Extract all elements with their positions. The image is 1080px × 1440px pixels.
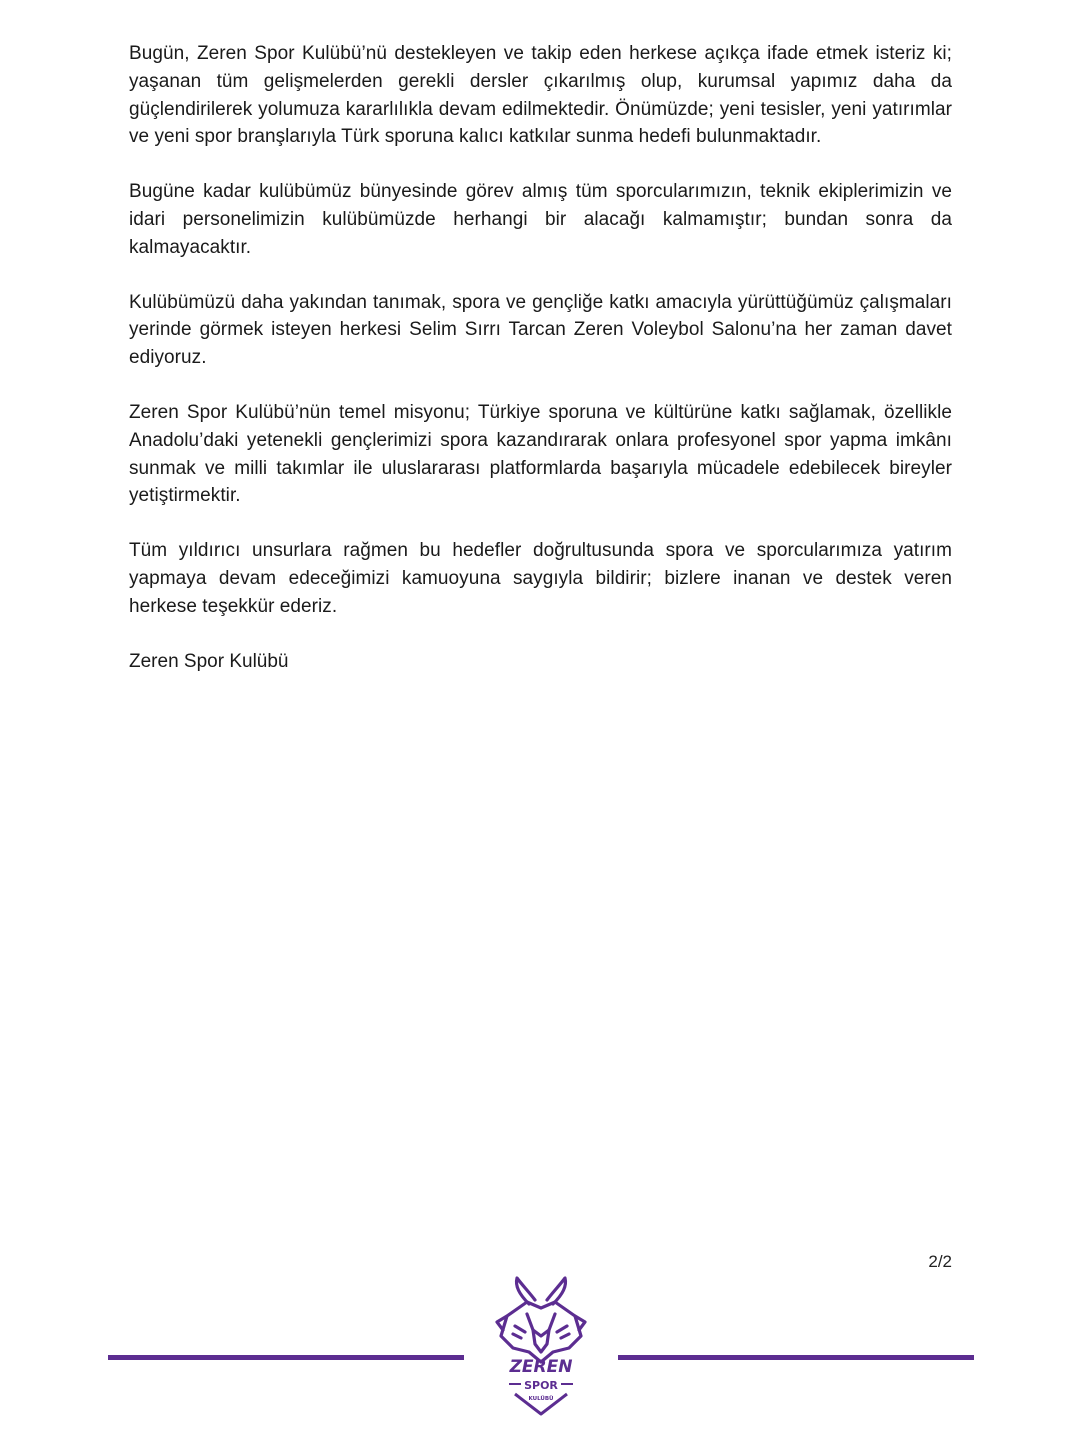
paragraph-3: Kulübümüzü daha yakından tanımak, spora ve gençliğe katkı amacıyla yürüttüğümüz çalışmaları yerinde görmek isteyen herkesi Selim Sırrı Tarcan Zeren Voleybol Salonu’na her zaman davet ediyoruz. — [129, 291, 952, 369]
zeren-spor-logo — [491, 1274, 591, 1418]
paragraph-1: Bugün, Zeren Spor Kulübü’nü destekleyen ve takip eden herkese açıkça ifade etmek isteriz ki; yaşanan tüm gelişmelerden gerekli dersler çıkarılmış olup, kurumsal yapımız daha da güçlendirilerek yolumuza kararlılıkla devam edilmektedir. Önümüzde; yeni tesisler, yeni yatırımlar ve yeni spor branşlarıyla Türk sporuna kalıcı katkılar sunma hedefi bulunmaktadır. — [129, 43, 952, 148]
paragraph-5: Tüm yıldırıcı unsurlara rağmen bu hedefler doğrultusunda spora ve sporcularımıza yatırım yapmaya devam edeceğimizi kamuoyuna saygıyla bildirir; bizlere inanan ve destek veren herkese teşekkür ederiz. — [129, 540, 952, 617]
footer-divider-right — [618, 1355, 974, 1360]
footer-divider-left — [108, 1355, 464, 1360]
logo-small: KULÜBÜ — [528, 1396, 554, 1402]
letter-body — [129, 40, 952, 675]
goat-head-icon — [497, 1278, 585, 1362]
logo-name: ZEREN — [509, 1357, 573, 1377]
signature: Zeren Spor Kulübü — [129, 650, 289, 672]
paragraph-2: Bugüne kadar kulübümüz bünyesinde görev almış tüm sporcularımızın, teknik ekiplerimizin ve idari personelimizin kulübümüzde herhangi bir alacağı kalmamıştır; bundan sonra da kalmayacaktır. — [129, 181, 952, 258]
paragraph-4: Zeren Spor Kulübü’nün temel misyonu; Türkiye sporuna ve kültürüne katkı sağlamak, özellikle Anadolu’daki yetenekli gençlerimizi spora kazandırarak onlara profesyonel spor yapma imkânı sunmak ve milli takımlar ile uluslararası platformlarda başarıyla mücadele edebilecek bireyler yetiştirmektir. — [129, 401, 952, 507]
page-number: 2/2 — [928, 1252, 952, 1271]
logo-sub: SPOR — [524, 1379, 558, 1392]
